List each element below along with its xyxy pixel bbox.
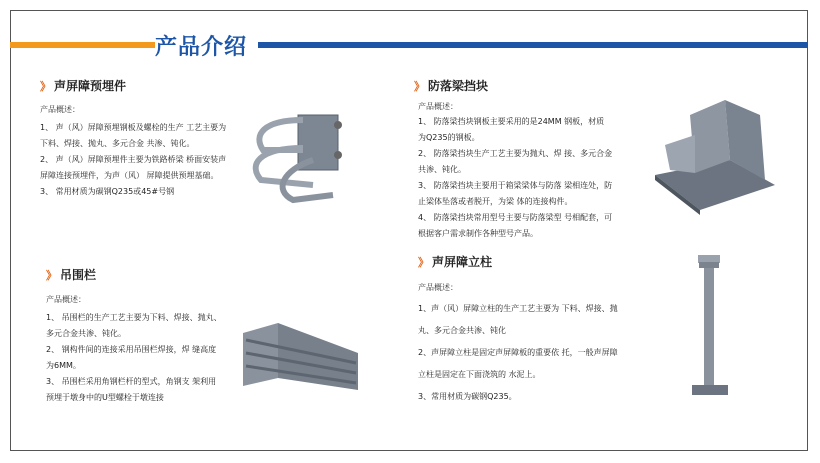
body-line: 为6MM。 [46,361,81,370]
body-line: 根据客户需求制作各种型号产品。 [418,229,538,238]
embedded-part-image [243,100,363,210]
body-line: 1、 吊围栏的生产工艺主要为下料、焊接、抛丸、 [46,313,222,322]
body-line: 1、 防落梁挡块钢板主要采用的是24MM 钢板，材质 [418,117,605,126]
anti-fall-block-image [650,95,780,220]
section-title: 吊围栏 [60,268,97,282]
barrier-column-image [690,250,735,400]
section-body-barrier-column [418,298,618,408]
body-line: 多元合金共渗、钝化。 [46,329,126,338]
body-line: 3、常用材质为碳钢Q235。 [418,392,517,401]
page-title: 产品介绍 [155,35,248,60]
section-heading-anti-fall-block [414,77,488,94]
section-title: 声屏障预埋件 [54,79,127,93]
hanging-fence-image [238,318,363,393]
body-line: 3、 常用材质为碳钢Q235或45#号钢 [40,187,175,196]
body-line: 4、 防落梁挡块常用型号主要与防落梁型 号相配套，可 [418,213,613,222]
chevron-icon: 》 [40,79,51,93]
section-subtitle: 产品概述： [40,105,80,114]
body-line: 3、 防落梁挡块主要用于箱梁梁体与防落 梁相连处，防 [418,181,613,190]
section-subtitle: 产品概述： [418,102,458,111]
body-line: 立柱是固定在下面浇筑的 水泥上。 [418,370,541,379]
body-line: 3、 吊围栏采用角钢栏杆的型式，角钢支 架利用 [46,377,217,386]
body-line: 2、 声（风）屏障预埋件主要为铁路桥梁 桥面安装声 [40,155,227,164]
body-line: 预埋于墩身中的U型螺栓于墩连接 [46,393,164,402]
body-line: 为Q235的钢板。 [418,133,480,142]
section-body-embedded-part [40,120,226,200]
section-body-hanging-fence [46,310,222,406]
body-line: 下料、焊接、抛丸、多元合金 共渗、钝化。 [40,139,195,148]
body-line: 2、 防落梁挡块生产工艺主要为抛丸、焊 接、多元合金 [418,149,613,158]
body-line: 共渗、钝化。 [418,165,466,174]
section-heading-embedded-part [40,77,126,94]
body-line: 丸、多元合金共渗、钝化 [418,326,506,335]
body-line: 1、声（风）屏障立柱的生产工艺主要为 下料、焊接、抛 [418,304,618,313]
header-bar-blue [258,42,808,48]
body-line: 止梁体坠落或者脱开，为梁 体的连接构件。 [418,197,573,206]
body-line: 1、 声（风）屏障预埋钢板及螺栓的生产 工艺主要为 [40,123,227,132]
header-bar-orange [10,42,155,48]
chevron-icon: 》 [414,79,425,93]
section-heading-hanging-fence [46,266,96,283]
section-subtitle: 产品概述： [46,295,86,304]
chevron-icon: 》 [46,268,57,282]
chevron-icon: 》 [418,255,429,269]
body-line: 屏障连接预埋件，为声（风） 屏障提供预埋基础。 [40,171,219,180]
body-line: 2、声屏障立柱是固定声屏障板的重要依 托，一般声屏障 [418,348,618,357]
section-title: 防落梁挡块 [428,79,489,93]
section-title: 声屏障立柱 [432,255,493,269]
section-subtitle: 产品概述： [418,283,458,292]
section-body-anti-fall-block [418,114,612,242]
section-heading-barrier-column [418,253,492,270]
body-line: 2、 钢构件间的连接采用吊围栏焊接，焊 缝高度 [46,345,217,354]
